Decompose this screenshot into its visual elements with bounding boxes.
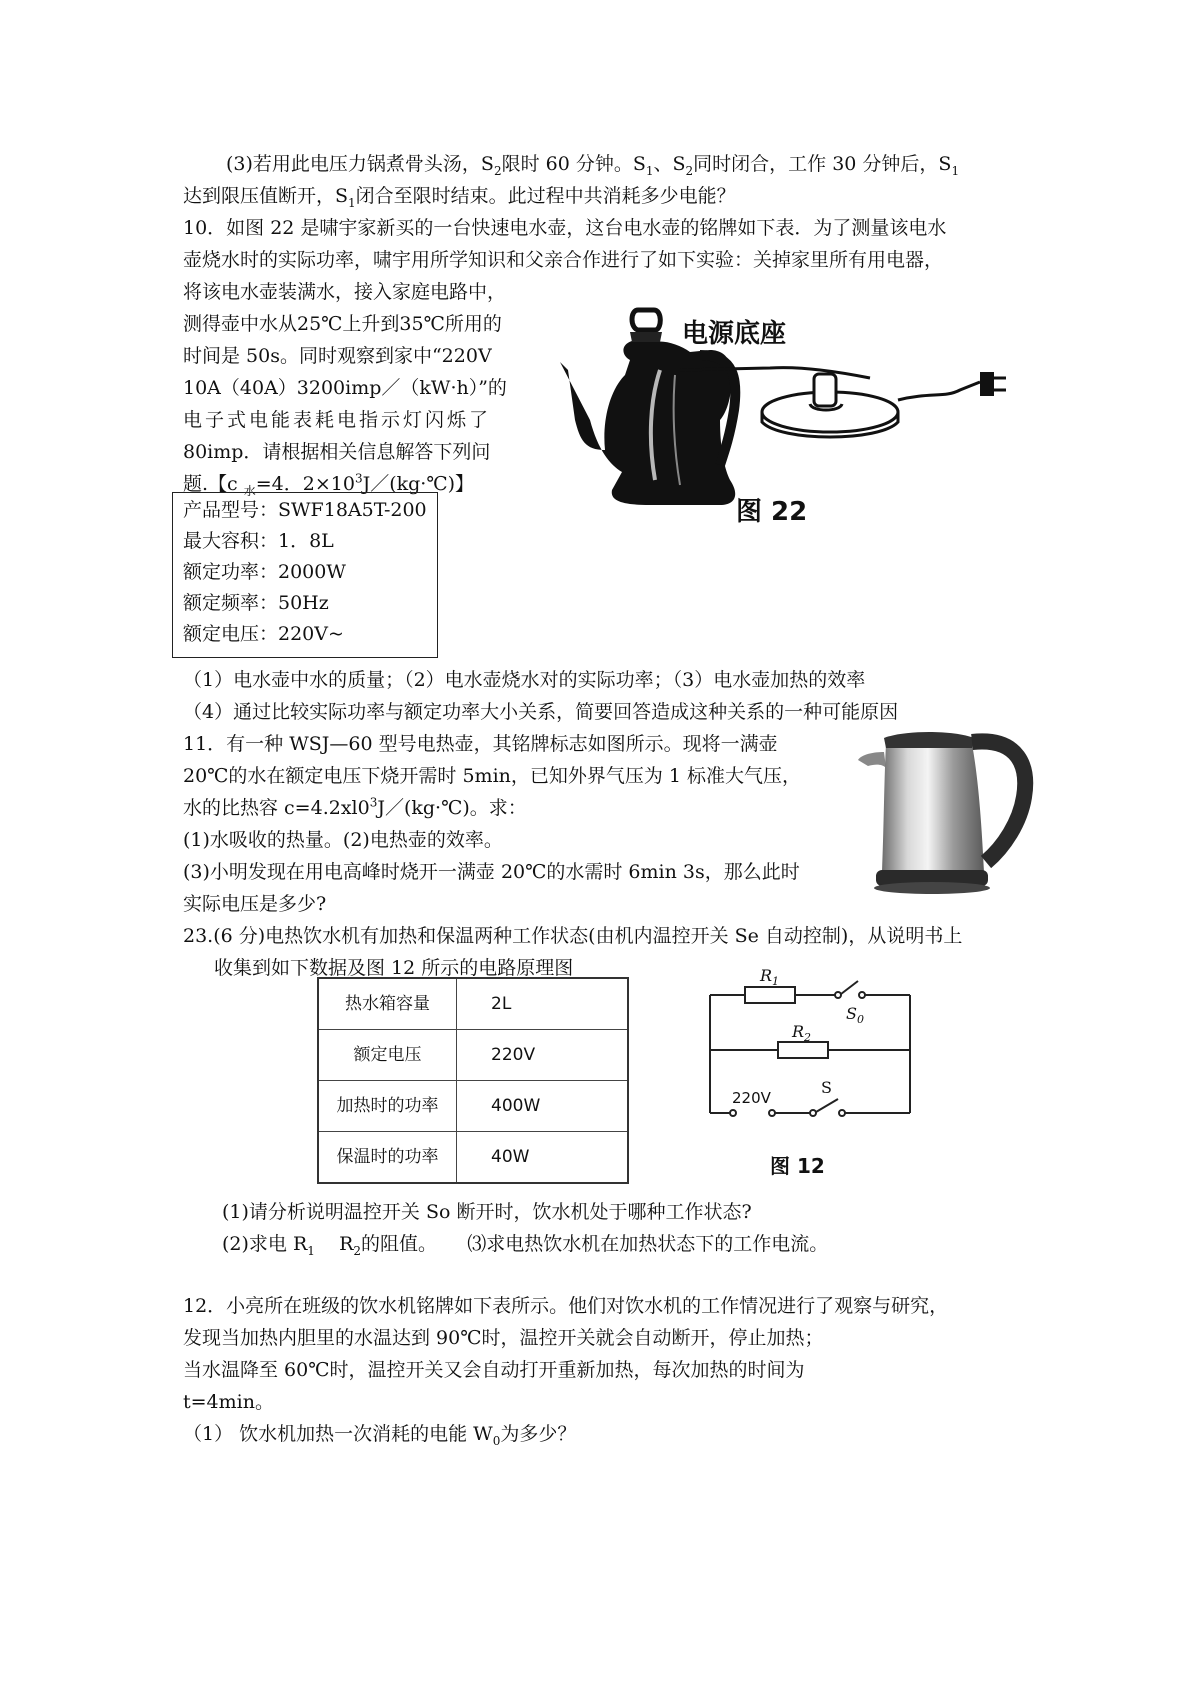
r1-label: $R_1$ (760, 966, 780, 988)
table-cell: 220V (457, 1030, 629, 1081)
q10-line2: 壶烧水时的实际功率，啸宇用所学知识和父亲合作进行了如下实验：关掉家里所有用电器， (183, 249, 944, 271)
water-dispenser-data-table (317, 977, 629, 1184)
spec-row: 额定电压：220V~ (183, 623, 344, 645)
spec-row: 额定功率：2000W (183, 561, 346, 583)
electric-kettle-image (854, 722, 1039, 902)
spec-row: 额定频率：50Hz (183, 592, 329, 614)
q23-sub1: (1)请分析说明温控开关 So 断开时，饮水机处于哪种工作状态? (222, 1201, 752, 1223)
q11-line1: 11．有一种 WSJ—60 型号电热壶，其铭牌标志如图所示。现将一满壶 (183, 733, 778, 755)
q12-line4: t=4min。 (183, 1391, 274, 1413)
table-cell: 额定电压 (318, 1030, 457, 1081)
q10-subquestions-1: （1）电水壶中水的质量；（2）电水壶烧水对的实际功率；（3）电水壶加热的效率 (183, 669, 866, 691)
q10-line9: 题.【c $_水$=4．$2\times 10^3J/(kg\cdot℃)$】 (183, 471, 475, 498)
q9-part3-line2: 达到限压值断开，$S_1$闭合至限时结束。此过程中共消耗多少电能？ (183, 185, 736, 210)
voltage-label: 220V (732, 1089, 771, 1107)
q12-line3: 当水温降至 60℃时，温控开关又会自动打开重新加热，每次加热的时间为 (183, 1359, 805, 1381)
kettle-spec-box (172, 492, 438, 658)
q23-line2: 收集到如下数据及图 12 所示的电路原理图 (214, 957, 574, 979)
figure-12-caption: 图 12 (770, 1154, 825, 1178)
spec-row: 最大容积：1．8L (183, 530, 334, 552)
q23-line1: 23.(6 分)电热饮水机有加热和保温两种工作状态(由机内温控开关 Se 自动控制)，从说明书上 (183, 925, 963, 947)
q10-line1: 10．如图 22 是啸宇家新买的一台快速电水壶，这台电水壶的铭牌如下表．为了测量该电水 (183, 217, 947, 239)
q11-line5: (3)小明发现在用电高峰时烧开一满壶 20℃的水需时 6min 3s，那么此时 (183, 861, 800, 883)
q10-line3: 将该电水壶装满水，接入家庭电路中， (183, 281, 507, 303)
q9-part3-line1: (3)若用此电压力锅煮骨头汤，$S_2$限时 60 分钟。$S_1$、$S_2$同时闭合，工作 30 分钟后，$S_1$ (226, 153, 960, 178)
q12-line5: （1） 饮水机加热一次消耗的电能 $W_0$为多少？ (183, 1423, 577, 1448)
table-row (318, 1132, 628, 1184)
q11-line4: (1)水吸收的热量。(2)电热壶的效率。 (183, 829, 503, 851)
q10-subquestions-2: （4）通过比较实际功率与额定功率大小关系，简要回答造成这种关系的一种可能原因 (183, 701, 899, 723)
table-cell: 400W (457, 1081, 629, 1132)
q10-line5: 时间是 50s。同时观察到家中“220V (183, 345, 492, 367)
q10-line6: 10A（40A）3200imp／（kW·h）”的 (183, 377, 507, 399)
table-row (318, 1081, 628, 1132)
table-cell: 40W (457, 1132, 629, 1184)
q11-line6: 实际电压是多少? (183, 893, 327, 915)
s0-label: $S_0$ (846, 1004, 864, 1026)
s-label: S (821, 1078, 832, 1097)
table-cell: 保温时的功率 (318, 1132, 457, 1184)
figure-22-kettle (550, 300, 1090, 540)
q10-line4: 测得壶中水从25℃上升到35℃所用的 (183, 313, 502, 335)
r2-label: $R_2$ (792, 1022, 812, 1044)
q12-line2: 发现当加热内胆里的水温达到 90℃时，温控开关就会自动断开，停止加热； (183, 1327, 824, 1349)
table-cell: 加热时的功率 (318, 1081, 457, 1132)
q12-line1: 12．小亮所在班级的饮水机铭牌如下表所示。他们对饮水机的工作情况进行了观察与研究， (183, 1295, 949, 1317)
table-row (318, 978, 628, 1030)
q10-line7: 电子式电能表耗电指示灯闪烁了 (183, 409, 492, 431)
table-cell: 2L (457, 978, 629, 1030)
table-cell: 热水箱容量 (318, 978, 457, 1030)
table-row (318, 1030, 628, 1081)
q10-line8: 80imp．请根据相关信息解答下列问 (183, 441, 491, 463)
power-base-label: 电源底座 (682, 319, 787, 349)
figure-22-caption: 图 22 (736, 497, 808, 527)
spec-row: 产品型号：SWF18A5T-200 (183, 499, 427, 521)
q11-line2: 20℃的水在额定电压下烧开需时 5min，已知外界气压为 1 标准大气压， (183, 765, 802, 787)
q11-line3: 水的比热容 $c=4.2xl0^3J/(kg\cdot℃)$。求： (183, 795, 527, 819)
circuit-diagram-figure-12 (700, 965, 925, 1190)
q23-sub2: (2)求电 $R_1$ $R_2$的阻值。 ⑶求电热饮水机在加热状态下的工作电流。 (222, 1233, 829, 1258)
